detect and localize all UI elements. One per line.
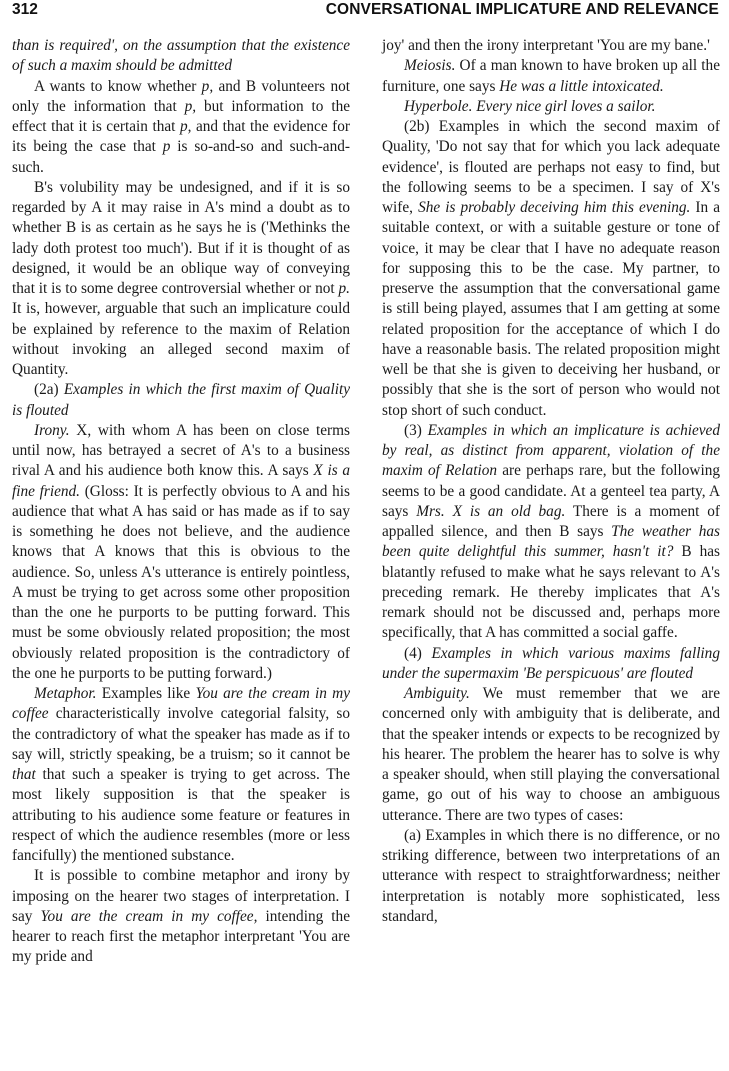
paragraph-irony: Irony. X, with whom A has been on close terms until now, has betrayed a secret of A's to a business rival A and his audience both know this. A says X is a fine friend. (Gloss: It is perfectly obvious to A and his audience that what A has said or has made as if to say is something he does not believe, and the audience knows that A knows that this is obvious to the audience. So, unless A's utterance is entirely pointless, A must be trying to get across some other proposition than the one he purports to be putting forward. This must be some obviously related proposition; the most obviously related proposition is the contradictory of the one he purports to be putting forward.) <box>12 421 350 682</box>
right-column <box>382 36 720 927</box>
paragraph-metaphor: Metaphor. Examples like You are the cream in my coffee characteristically involve categorial falsity, so the contradictory of what the speaker has made as if to say will, strictly speaking, be a truism; so it cannot be that that such a speaker is trying to get across. The most likely supposition is that the speaker is attributing to his audience some feature or features in respect of which the audience resembles (more or less fancifully) the mentioned substance. <box>12 685 350 864</box>
paragraph-2b-second-maxim: (2b) Examples in which the second maxim of Quality, 'Do not say that for which you lack adequate evidence', is flouted are perhaps not easy to find, but the following seems to be a specimen. I say of X's wife, She is probably deceiving him this evening. In a suitable context, or with a suitable gesture or tone of voice, it may be clear that I have no adequate reason for supposing this to be the case. My partner, to preserve the assumption that the conversational game is still being played, assumes that I am getting at some related proposition for the acceptance of which I do have a reasonable basis. The related proposition might well be that she is given to deceiving her husband, or possibly that she is the sort of person who would not stop short of such conduct. <box>382 118 720 419</box>
paragraph-hyperbole: Hyperbole. Every nice girl loves a sailor. <box>404 97 656 115</box>
paragraph-ambiguity: Ambiguity. We must remember that we are concerned only with ambiguity that is deliberate, and that the speaker intends or expects to be recognized by his hearer. The problem the hearer has to solve is why a speaker should, when still playing the conversational game, go out of his way to choose an ambiguous utterance. There are two types of cases: <box>382 685 720 824</box>
paragraph-meiosis: Meiosis. Of a man known to have broken up all the furniture, one says He was a little intoxicated. <box>382 57 720 95</box>
page-number: 312 <box>12 1 38 18</box>
paragraph-irony-continuation: joy' and then the irony interpretant 'You are my bane.' <box>382 37 710 54</box>
paragraph-ambiguity-case-a: (a) Examples in which there is no difference, or no striking difference, between two interpretations of an utterance with respect to straightforwardness; neither interpretation is notably more sophisticated, less standard, <box>382 826 720 925</box>
paragraph-metaphor-and-irony: It is possible to combine metaphor and irony by imposing on the hearer two stages of interpretation. I say You are the cream in my coffee, intending the hearer to reach first the metaphor interpretant 'You are my pride and <box>12 867 350 966</box>
left-column <box>12 36 350 968</box>
paragraph-3-relation: (3) Examples in which an implicature is achieved by real, as distinct from apparent, violation of the maxim of Relation are perhaps rare, but the following seems to be a good candidate. At a genteel tea party, A says Mrs. X is an old bag. There is a moment of appalled silence, and then B says The weather has been quite delightful this summer, hasn't it? B has blatantly refused to make what he says relevant to A's preceding remark. He thereby implicates that A's remark should not be discussed and, perhaps more specifically, that A has committed a social gaffe. <box>382 421 721 642</box>
section-heading-2a: (2a) Examples in which the first maxim of Quality is flouted <box>12 381 350 419</box>
section-heading-4: (4) Examples in which various maxims falling under the supermaxim 'Be perspicuous' are flouted <box>382 644 720 682</box>
paragraph-quantity-maxim-continuation: than is required', on the assumption that the existence of such a maxim should be admitted <box>12 37 350 75</box>
running-title: CONVERSATIONAL IMPLICATURE AND RELEVANCE <box>325 1 719 18</box>
running-head <box>12 1 719 23</box>
paragraph-b-volubility: B's volubility may be undesigned, and if it is so regarded by A it may raise in A's mind a doubt as to whether B is as certain as he says he is ('Methinks the lady doth protest too much'). But if it is thought of as designed, it would be an oblique way of conveying that it is to some degree controversial whether or not p. It is, however, arguable that such an implicature could be explained by reference to the maxim of Relation without invoking an alleged second maxim of Quantity. <box>12 178 350 378</box>
paragraph-a-wants-to-know: A wants to know whether p, and B volunteers not only the information that p, but information to the effect that it is certain that p, and that the evidence for its being the case that p is so-and-so and such-and-such. <box>12 77 351 176</box>
